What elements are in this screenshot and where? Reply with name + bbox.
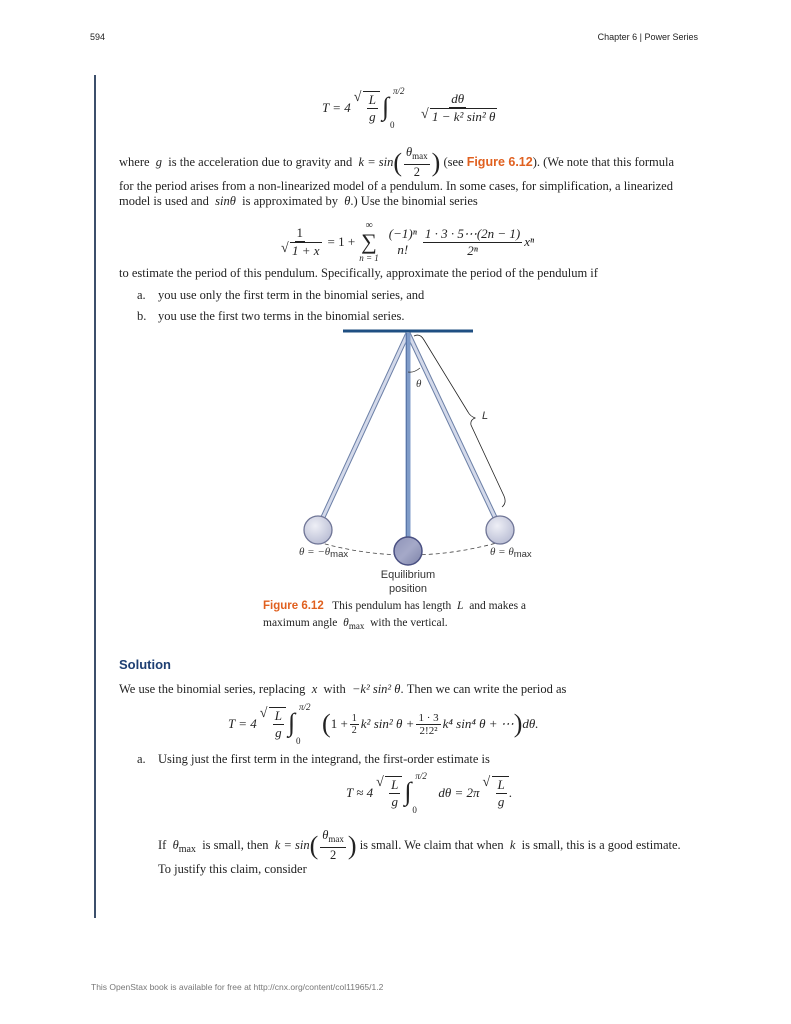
paragraph-where: where g is the acceleration due to gravity and k = sin ( $\frac{\theta_{max}}{2}$ ) (see Figure 6.12 ). (We note that this formula	[119, 145, 675, 179]
paragraph: to estimate the period of this pendulum. Specifically, approximate the period of the pendulum if	[119, 266, 598, 280]
lower-bound: 0	[390, 120, 395, 130]
text: We use the binomial series, replacing	[119, 682, 306, 696]
theta: θ	[322, 828, 329, 842]
numerator: 1 · 3	[418, 711, 439, 724]
var-k: k	[509, 838, 516, 852]
numerator: (−1)ⁿ	[388, 226, 417, 241]
text: (see	[443, 155, 464, 169]
two: 2	[329, 848, 337, 862]
formula-lhs: T = 4	[322, 100, 351, 115]
sub: max	[330, 549, 349, 560]
right-angle-label	[490, 546, 532, 560]
sin-theta: sinθ	[215, 194, 236, 208]
first-order-estimate-formula	[346, 771, 512, 815]
text: with	[323, 682, 346, 696]
text: is the acceleration due to gravity and	[168, 155, 353, 169]
var-x: x	[311, 682, 318, 696]
equals: = 1 +	[327, 234, 356, 249]
formula-lhs: T ≈ 4	[346, 785, 374, 800]
theta: θ	[172, 838, 179, 852]
text: Equilibrium	[380, 569, 436, 581]
text: This pendulum has length	[332, 600, 452, 612]
sum-icon: ∑	[361, 229, 377, 254]
numerator: 1	[351, 712, 357, 724]
L: √ L	[368, 92, 377, 107]
term: k² sin² θ +	[360, 716, 415, 731]
lower-bound: 0	[412, 805, 417, 815]
figure-link[interactable]: Figure 6.12	[466, 155, 533, 169]
numerator: 1 · 3 · 5⋯(2n − 1)	[424, 225, 521, 241]
term: 1 +	[330, 716, 348, 731]
text: is small, then	[202, 838, 269, 852]
L: √ L	[497, 777, 505, 792]
footer: This OpenStax book is available for free at http://cnx.org/content/col11965/1.2	[91, 982, 384, 992]
denominator: n!	[397, 242, 409, 257]
denominator: 2ⁿ	[467, 242, 478, 258]
max-sub: max	[412, 151, 428, 161]
denominator: √ 1 + x	[290, 242, 322, 259]
var-k: k = sin	[274, 838, 310, 852]
two: 2	[413, 165, 420, 179]
expression: −k² sin² θ	[351, 682, 401, 696]
text: maximum angle	[263, 617, 338, 629]
text: .) Use the binomial series	[350, 194, 478, 208]
denominator: √ 1 − k² sin² θ	[430, 108, 497, 125]
var-L: L	[457, 600, 464, 612]
list-item: Using just the first term in the integrand, the first-order estimate is	[158, 752, 490, 766]
L: √ L	[274, 708, 283, 723]
text: θ = −θ	[299, 546, 331, 558]
max-sub: max	[328, 834, 344, 844]
max-sub: max	[178, 844, 196, 855]
integral-icon: ∫ π/2 0	[288, 702, 311, 746]
text: is approximated by	[242, 194, 338, 208]
L: √ L	[391, 777, 399, 792]
x-power: xⁿ	[524, 234, 535, 249]
g: g	[275, 725, 282, 740]
series-period-formula: T = 4 √ $\frac{L}{g}$ ∫ π/2 0 ( 1 + $\frac{1}{2}$ k² sin² θ + $\frac{1 \cdot 3}{\text{2!2²}}$ k⁴ sin⁴ θ + ⋯ ) dθ.	[228, 702, 539, 746]
list-marker: a.	[137, 288, 146, 302]
text: and makes a	[469, 600, 527, 612]
text: model is used and	[119, 194, 209, 208]
paragraph	[119, 682, 566, 697]
right-bob	[486, 516, 514, 544]
g: g	[391, 794, 398, 809]
list-marker: a.	[137, 752, 146, 766]
text: If	[158, 838, 167, 852]
term: k⁴ sin⁴ θ + ⋯	[442, 716, 514, 731]
integral-icon: ∫ π/2 0	[382, 86, 405, 130]
denominator: 2!2²	[419, 724, 438, 737]
text: position	[389, 583, 427, 595]
theta: θ	[406, 145, 413, 159]
length-label: L	[482, 410, 489, 422]
left-angle-label	[299, 546, 348, 560]
sum-bottom: n = 1	[359, 253, 379, 263]
left-bob	[304, 516, 332, 544]
g: g	[369, 109, 376, 124]
denominator: 2	[351, 724, 357, 736]
upper-bound: π/2	[393, 86, 405, 96]
equilibrium-label	[358, 568, 458, 596]
lower-bound: 0	[296, 736, 301, 746]
integral-icon: ∫ π/2 0	[404, 771, 427, 815]
numerator: dθ	[451, 91, 465, 106]
text: is small. We claim that when	[359, 838, 504, 852]
chapter-title: Chapter 6 | Power Series	[597, 32, 698, 42]
text: where	[119, 155, 150, 169]
text: ). (We note that this formula	[532, 155, 675, 169]
term: dθ.	[522, 716, 539, 731]
figure-caption	[263, 598, 526, 635]
text: with the vertical.	[370, 617, 448, 629]
list-item: you use only the first term in the binomial series, and	[158, 288, 425, 302]
upper-bound: π/2	[415, 771, 427, 781]
paragraph: If θ max is small, then k = sin ( $\frac{\theta_{max}}{2}$ ) is small. We claim that when k is small, this is a good estimate.	[158, 828, 681, 862]
paragraph-line: for the period arises from a non-linearized model of a pendulum. In some cases, for simplification, a linearized	[119, 179, 673, 193]
upper-bound: π/2	[299, 702, 311, 712]
term: dθ = 2π	[438, 785, 480, 800]
text: is small, this is a good estimate.	[521, 838, 681, 852]
equilibrium-bob	[394, 537, 422, 565]
paragraph: To justify this claim, consider	[158, 862, 307, 876]
var-g: g	[155, 155, 163, 169]
text: θ = θ	[490, 546, 514, 558]
text: . Then we can write the period as	[400, 682, 567, 696]
sub: max	[513, 549, 532, 560]
formula-lhs: T = 4	[228, 716, 257, 731]
g: g	[497, 794, 505, 809]
caption-label: Figure 6.12	[263, 600, 324, 612]
var-k: k = sin	[358, 155, 394, 169]
page-number: 594	[90, 32, 106, 42]
numerator: 1	[296, 225, 304, 240]
sum-top: ∞	[365, 220, 373, 231]
list-marker: b.	[137, 309, 147, 323]
length-brace	[414, 335, 505, 507]
solution-heading: Solution	[119, 657, 171, 672]
list-item: you use the first two terms in the binomial series.	[158, 309, 405, 323]
theta: θ	[344, 194, 351, 208]
theta-label: θ	[416, 378, 422, 390]
period: .	[508, 785, 513, 800]
max-sub: max	[348, 621, 365, 631]
theta: θ	[343, 617, 349, 629]
